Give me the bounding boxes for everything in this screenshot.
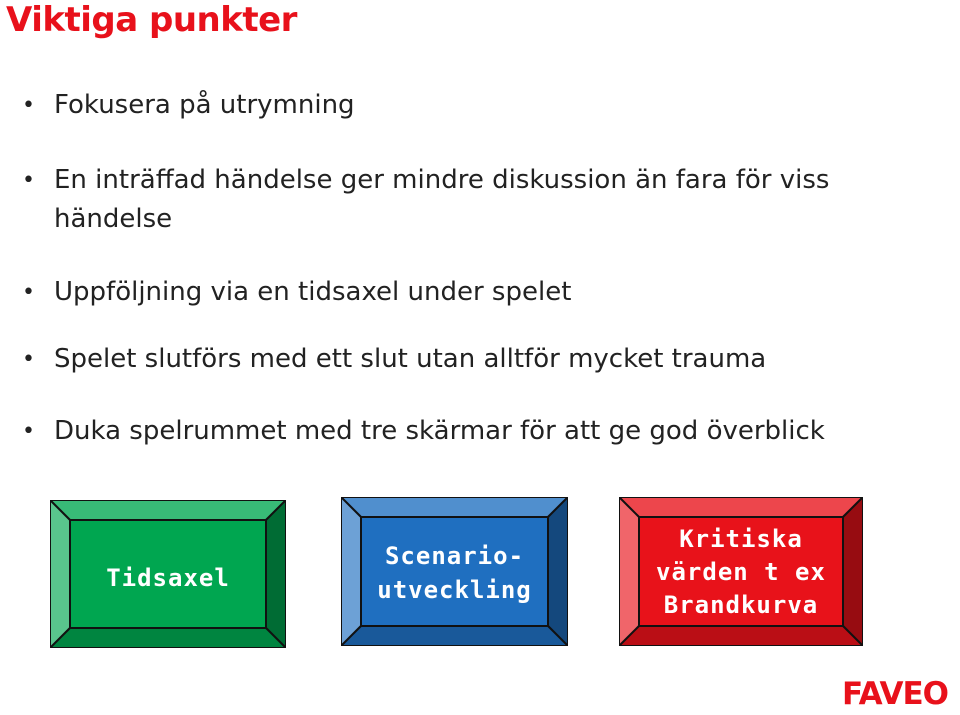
bullet-item bbox=[22, 86, 952, 125]
screen-box-timeline bbox=[50, 500, 286, 648]
bullet-text: En inträffad händelse ger mindre diskussion än fara för viss händelse bbox=[54, 165, 830, 234]
bullet-text: Fokusera på utrymning bbox=[54, 90, 355, 120]
faveo-logo: FAVEO bbox=[842, 676, 949, 712]
bullet-text: Duka spelrummet med tre skärmar för att ge god överblick bbox=[54, 416, 825, 446]
bullet-text: Uppföljning via en tidsaxel under spelet bbox=[54, 277, 572, 307]
bullet-item bbox=[22, 412, 952, 451]
bullet-dot: • bbox=[22, 419, 35, 444]
screen-box-critical-values bbox=[619, 497, 863, 646]
bullet-dot: • bbox=[22, 168, 35, 193]
bullet-dot: • bbox=[22, 280, 35, 305]
bullet-item bbox=[22, 161, 952, 239]
bullet-text: Spelet slutförs med ett slut utan alltför mycket trauma bbox=[54, 344, 767, 374]
slide-title: Viktiga punkter bbox=[6, 0, 297, 40]
screen-label: Kritiska värden t ex Brandkurva bbox=[656, 525, 826, 619]
screen-label: Tidsaxel bbox=[106, 564, 230, 592]
bullet-item bbox=[22, 340, 952, 379]
bullet-dot: • bbox=[22, 347, 35, 372]
bullet-item bbox=[22, 273, 952, 312]
screen-label: Scenario- utveckling bbox=[377, 541, 532, 604]
screen-box-scenario bbox=[341, 497, 568, 646]
bullet-dot: • bbox=[22, 93, 35, 118]
